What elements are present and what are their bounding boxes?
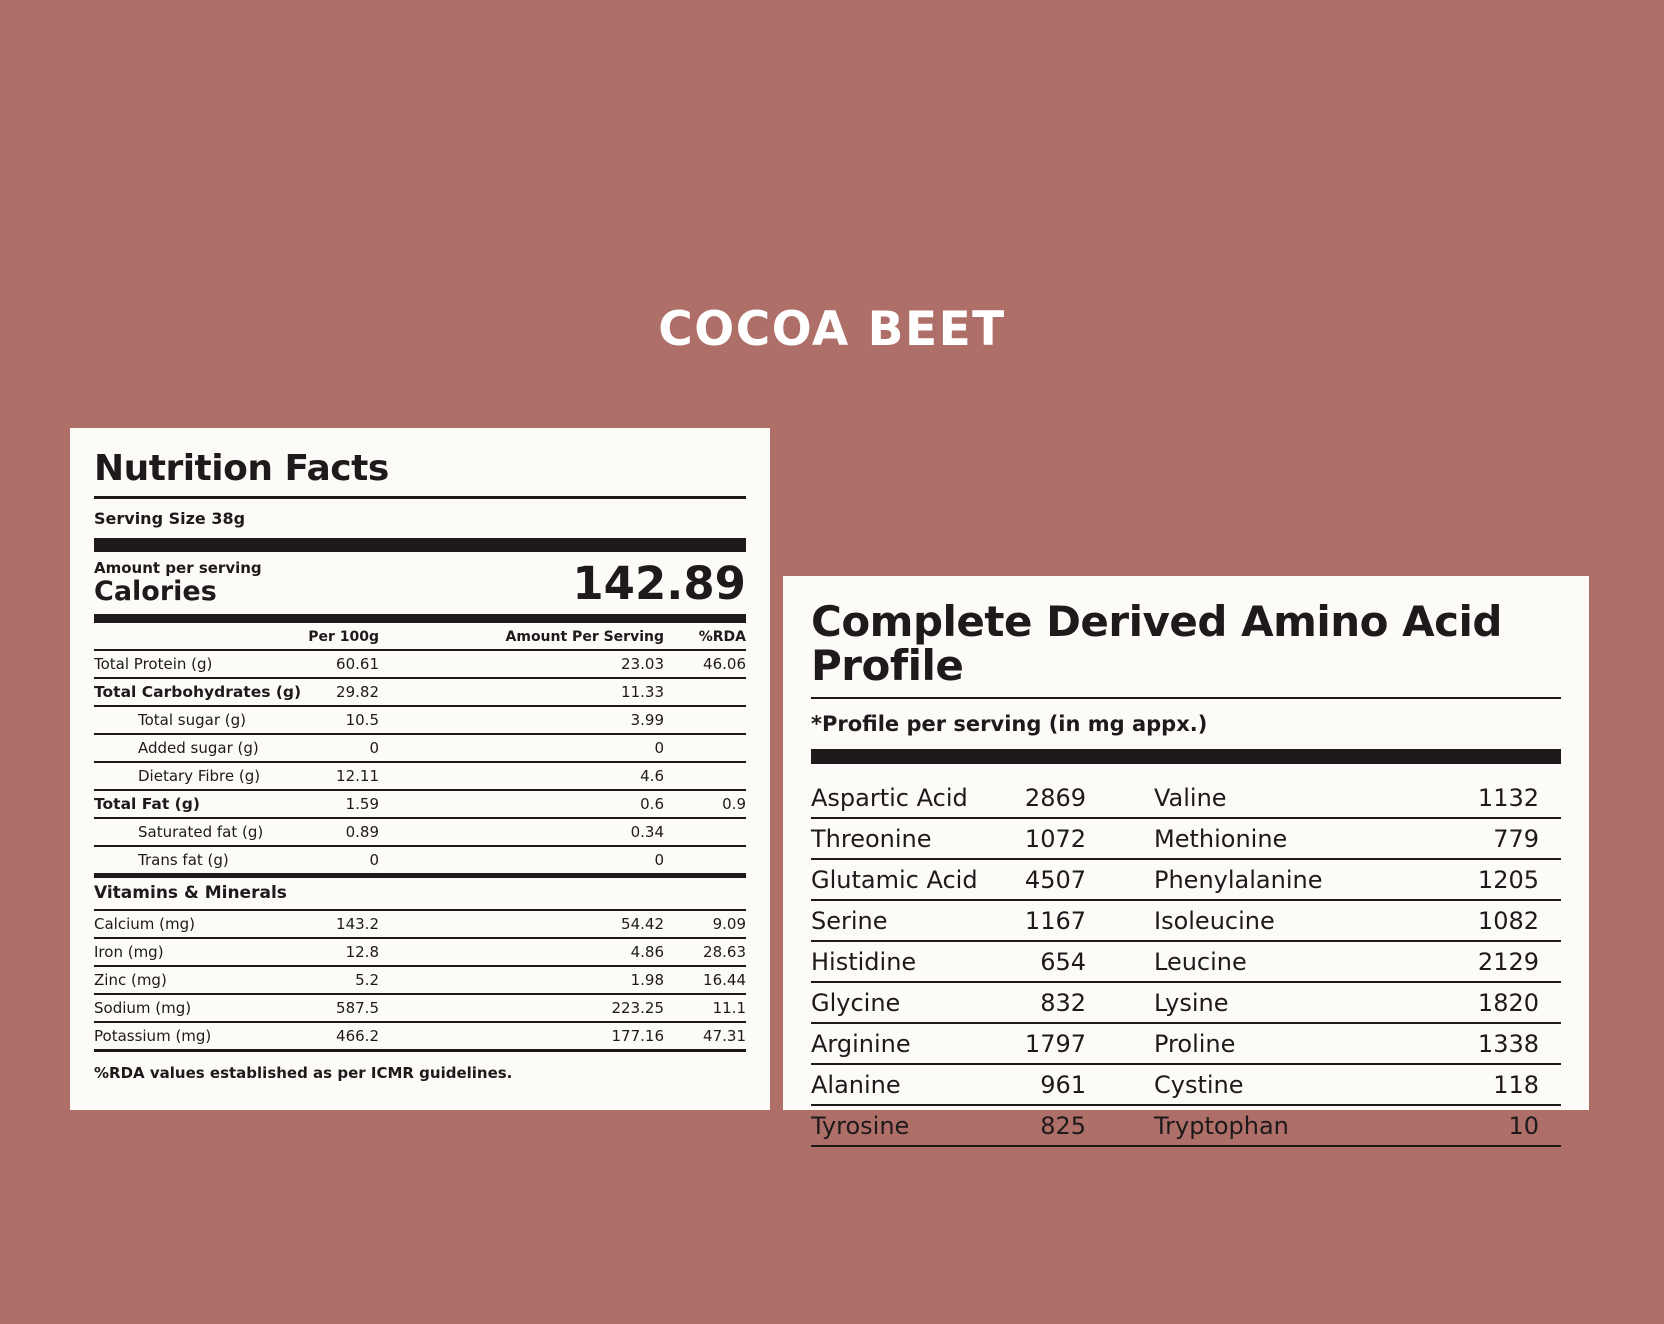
value-per-serving: 4.86 [630,943,664,962]
amino-acid-value: 1132 [1477,784,1539,813]
amino-acid-name: Valine [1154,784,1227,813]
amino-acid-row [811,901,1561,942]
value-per-100g: 1.59 [345,795,379,814]
amino-acid-value: 2129 [1477,948,1539,977]
nutrition-row [94,791,746,819]
amino-acid-value: 1797 [1024,1030,1086,1059]
amino-acid-name: Lysine [1154,989,1229,1018]
vitamins-table-rows [94,911,746,1052]
value-per-100g: 0 [369,739,379,758]
nutrition-row [94,911,746,939]
calories-value: 142.89 [572,557,746,611]
amino-acid-row [811,1106,1561,1147]
serving-size: Serving Size 38g [94,508,246,528]
calories-labels [94,559,262,606]
thick-divider [94,538,746,552]
column-header-rda: %RDA [698,629,746,646]
amino-acid-row [811,942,1561,983]
amino-acid-name: Phenylalanine [1154,866,1323,895]
amino-acid-value: 1072 [1024,825,1086,854]
value-per-100g: 29.82 [336,683,379,702]
nutrient-label: Total Carbohydrates (g) [94,683,302,702]
amino-acid-name: Tryptophan [1154,1112,1289,1141]
amino-acid-value: 4507 [1024,866,1086,895]
amino-acid-name: Proline [1154,1030,1236,1059]
amino-acid-table [811,778,1561,1147]
value-per-100g: 60.61 [336,655,379,674]
amino-acid-value: 118 [1493,1071,1539,1100]
amino-acid-name: Histidine [811,948,917,977]
amino-acid-name: Cystine [1154,1071,1244,1100]
value-per-serving: 4.6 [640,767,664,786]
amino-acid-value: 10 [1508,1112,1539,1141]
value-per-100g: 10.5 [345,711,379,730]
value-per-serving: 0 [654,739,664,758]
nutrition-table [94,625,746,1052]
nutrition-row [94,995,746,1023]
nutrition-row [94,819,746,847]
nutrition-facts-panel [70,428,770,1110]
value-per-serving: 3.99 [630,711,664,730]
amino-acid-name: Tyrosine [811,1112,910,1141]
nutrition-row [94,679,746,707]
value-rda: 0.9 [722,795,746,814]
value-per-serving: 11.33 [621,683,664,702]
divider [811,697,1561,699]
amino-acid-value: 1205 [1477,866,1539,895]
value-rda: 11.1 [712,999,746,1018]
nutrition-row [94,967,746,995]
nutrition-row [94,847,746,878]
amino-acid-name: Glycine [811,989,901,1018]
nutrient-label: Saturated fat (g) [138,823,264,842]
amino-acid-value: 1082 [1477,907,1539,936]
calories-label: Calories [94,575,217,607]
amino-acid-value: 1167 [1024,907,1086,936]
nutrient-label: Total Fat (g) [94,795,200,814]
column-header-serving: Amount Per Serving [505,629,664,646]
nutrition-table-rows [94,651,746,878]
column-header-per100: Per 100g [308,629,379,646]
amino-acid-value: 1820 [1477,989,1539,1018]
value-rda: 46.06 [703,655,746,674]
mid-divider [94,614,746,623]
amino-acid-name: Methionine [1154,825,1288,854]
value-per-serving: 0.6 [640,795,664,814]
amino-acid-value: 1338 [1477,1030,1539,1059]
nutrient-label: Total Protein (g) [94,655,213,674]
value-per-serving: 177.16 [611,1027,664,1046]
nutrient-label: Dietary Fibre (g) [138,767,261,786]
amino-acid-row [811,819,1561,860]
value-per-100g: 0.89 [345,823,379,842]
amino-acid-value: 961 [1040,1071,1086,1100]
amino-acid-value: 825 [1040,1112,1086,1141]
amino-acid-value: 2869 [1024,784,1086,813]
nutrient-label: Sodium (mg) [94,999,192,1018]
value-rda: 28.63 [703,943,746,962]
nutrition-row [94,1023,746,1052]
amino-acid-name: Glutamic Acid [811,866,978,895]
amino-acid-row [811,778,1561,819]
value-per-serving: 223.25 [611,999,664,1018]
value-per-100g: 587.5 [336,999,379,1018]
nutrient-label: Potassium (mg) [94,1027,212,1046]
nutrition-facts-title: Nutrition Facts [94,448,389,489]
nutrient-label: Total sugar (g) [138,711,246,730]
divider [94,496,746,499]
value-rda: 16.44 [703,971,746,990]
value-per-100g: 5.2 [355,971,379,990]
value-rda: 9.09 [712,915,746,934]
value-rda: 47.31 [703,1027,746,1046]
amino-acid-title: Complete Derived Amino Acid Profile [811,597,1502,691]
amino-acid-name: Arginine [811,1030,911,1059]
nutrition-row [94,763,746,791]
value-per-100g: 143.2 [336,915,379,934]
vitamins-minerals-header: Vitamins & Minerals [94,878,746,911]
value-per-100g: 12.11 [336,767,379,786]
thick-divider [811,749,1561,764]
amino-acid-row [811,1024,1561,1065]
amino-acid-row [811,860,1561,901]
amino-acid-name: Serine [811,907,888,936]
nutrient-label: Calcium (mg) [94,915,195,934]
value-per-serving: 1.98 [630,971,664,990]
amino-acid-subtitle: *Profile per serving (in mg appx.) [811,712,1208,737]
amino-acid-value: 654 [1040,948,1086,977]
amino-acid-name: Aspartic Acid [811,784,968,813]
nutrition-row [94,707,746,735]
value-per-serving: 23.03 [621,655,664,674]
nutrient-label: Added sugar (g) [138,739,259,758]
value-per-serving: 54.42 [621,915,664,934]
amino-acid-name: Alanine [811,1071,901,1100]
nutrition-table-header [94,625,746,651]
amino-acid-name: Isoleucine [1154,907,1275,936]
rda-footnote: %RDA values established as per ICMR guidelines. [94,1064,513,1083]
product-title: COCOA BEET [658,302,1006,357]
amino-acid-value: 832 [1040,989,1086,1018]
value-per-100g: 12.8 [345,943,379,962]
value-per-100g: 0 [369,851,379,870]
amino-acid-row [811,983,1561,1024]
value-per-100g: 466.2 [336,1027,379,1046]
value-per-serving: 0 [654,851,664,870]
nutrition-row [94,939,746,967]
nutrition-row [94,735,746,763]
amino-acid-name: Threonine [811,825,932,854]
amino-acid-value: 779 [1493,825,1539,854]
amino-acid-name: Leucine [1154,948,1247,977]
amino-acid-panel [783,576,1589,1141]
nutrient-label: Zinc (mg) [94,971,167,990]
value-per-serving: 0.34 [630,823,664,842]
nutrient-label: Iron (mg) [94,943,164,962]
nutrient-label: Trans fat (g) [138,851,229,870]
nutrition-row [94,651,746,679]
amount-per-serving-label: Amount per serving [94,558,262,577]
amino-acid-row [811,1065,1561,1106]
calories-row [94,557,746,611]
